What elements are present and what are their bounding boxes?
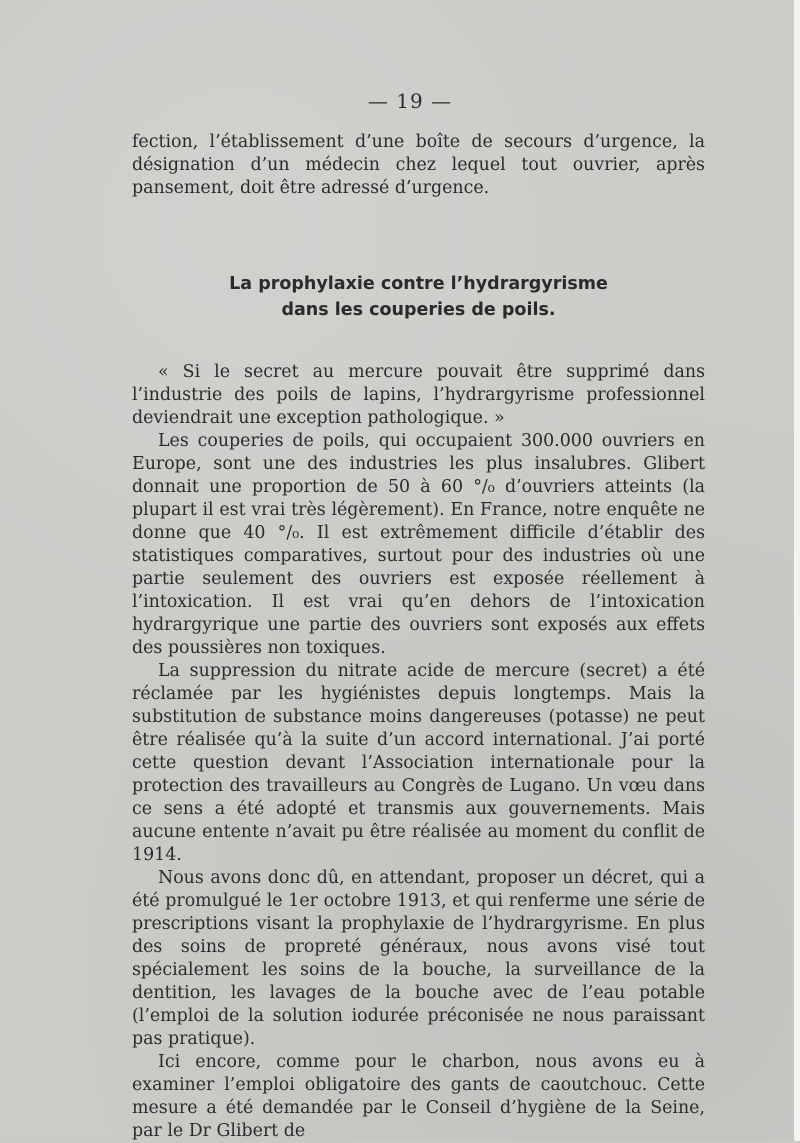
text-block-top	[132, 131, 705, 200]
paragraph: Ici encore, comme pour le charbon, nous avons eu à examiner l’emploi obligatoire des gants de caoutchouc. Cette mesure a été demandée par le Conseil d’hygiène de la Seine, par le Dr Glibert de	[132, 1052, 705, 1141]
paragraph-quote: « Si le secret au mercure pouvait être supprimé dans l’industrie des poils de lapins, l’hydrargyrisme professionnel deviendrait une exception pathologique. »	[132, 362, 705, 428]
text-block-main	[132, 361, 705, 1143]
paragraph: La suppression du nitrate acide de mercure (secret) a été réclamée par les hygiénistes depuis longtemps. Mais la substitution de substance moins dangereuses (potasse) ne peut être réalisée qu’à la suite d’un accord international. J’ai porté cette question devant l’Association internationale pour la protection des travailleurs au Congrès de Lugano. Un vœu dans ce sens a été adopté et transmis aux gouvernements. Mais aucune entente n’avait pu être réalisée au moment du conflit de 1914.	[132, 661, 705, 865]
heading-line-1: La prophylaxie contre l’hydrargyrisme	[229, 274, 608, 294]
section-heading	[132, 271, 705, 323]
paragraph: Les couperies de poils, qui occupaient 300.000 ouvriers en Europe, sont une des industries les plus insalubres. Glibert donnait une proportion de 50 à 60 °/₀ d’ouvriers atteints (la plupart il est vrai très légèrement). En France, notre enquête ne donne que 40 °/₀. Il est extrêmement difficile d’établir des statistiques comparatives, surtout pour des industries où une partie seulement des ouvriers est exposée réellement à l’intoxication. Il est vrai qu’en dehors de l’intoxication hydrargyrique une partie des ouvriers sont exposés aux effets des poussières non toxiques.	[132, 431, 705, 658]
heading-line-2: dans les couperies de poils.	[281, 300, 556, 320]
page-number: — 19 —	[367, 89, 453, 113]
page-edge	[794, 0, 800, 1141]
paragraph: Nous avons donc dû, en attendant, proposer un décret, qui a été promulgué le 1er octobre 1913, et qui renferme une série de prescriptions visant la prophylaxie de l’hydrargyrisme. En plus des soins de propreté généraux, nous avons visé tout spécialement les soins de la bouche, la surveillance de la dentition, les lavages de la bouche avec de l’eau potable (l’emploi de la solution iodurée préconisée ne nous paraissant pas pratique).	[132, 868, 705, 1049]
paragraph: fection, l’établissement d’une boîte de secours d’urgence, la désignation d’un médecin chez lequel tout ouvrier, après pansement, doit être adressé d’urgence.	[132, 132, 705, 198]
